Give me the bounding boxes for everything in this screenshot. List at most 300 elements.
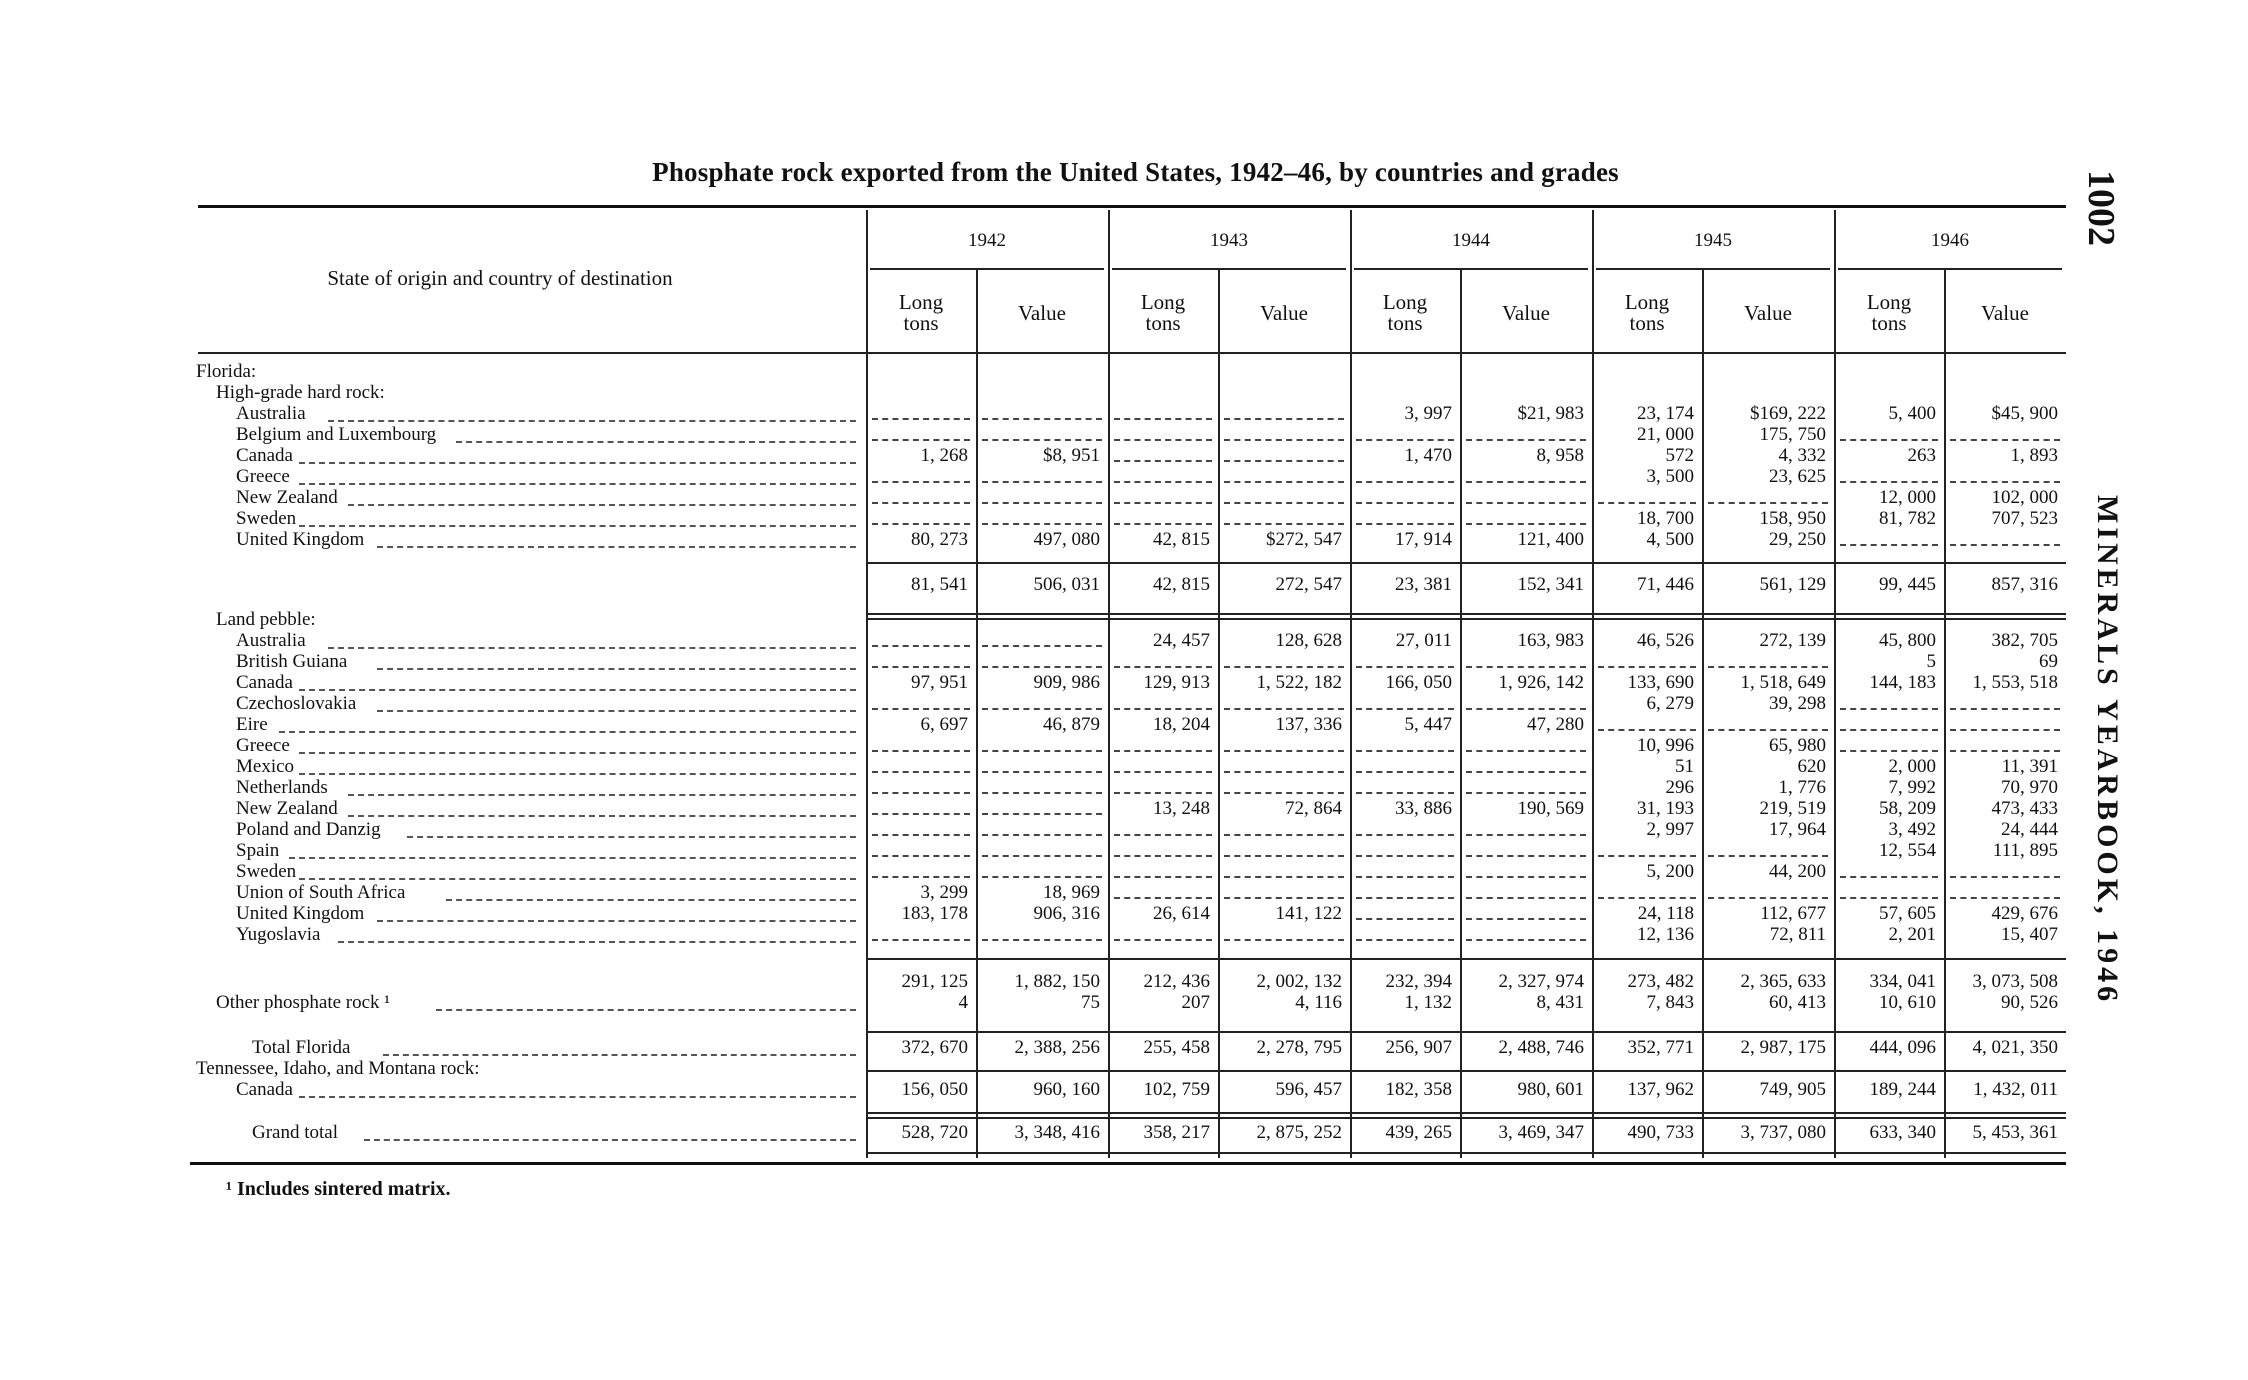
empty-cell-dashes xyxy=(1224,855,1344,857)
table-cell: 44, 200 xyxy=(1769,861,1826,882)
table-cell: 372, 670 xyxy=(901,1037,968,1058)
empty-cell-dashes xyxy=(1356,439,1454,441)
year-header: 1945 xyxy=(1694,230,1732,251)
row-label: New Zealand xyxy=(236,798,338,819)
table-cell: 33, 886 xyxy=(1395,798,1452,819)
table-cell: 8, 431 xyxy=(1536,992,1584,1013)
empty-cell-dashes xyxy=(982,708,1102,710)
table-cell: 97, 951 xyxy=(911,672,968,693)
table-cell: 909, 986 xyxy=(1033,672,1100,693)
table-cell: 1, 553, 518 xyxy=(1972,672,2058,693)
table-cell: 1, 132 xyxy=(1404,992,1452,1013)
table-cell: 24, 118 xyxy=(1637,903,1694,924)
table-cell: 81, 782 xyxy=(1879,508,1936,529)
table-cell: 72, 811 xyxy=(1769,924,1826,945)
leader-dots xyxy=(299,462,856,464)
row-label: Greece xyxy=(236,466,290,487)
year-header: 1943 xyxy=(1210,230,1248,251)
empty-cell-dashes xyxy=(1224,939,1344,941)
empty-cell-dashes xyxy=(1356,897,1454,899)
empty-cell-dashes xyxy=(1840,439,1938,441)
empty-cell-dashes xyxy=(1224,666,1344,668)
table-cell: 3, 492 xyxy=(1888,819,1936,840)
subtotal-rule xyxy=(866,1070,2066,1072)
table-cell: 232, 394 xyxy=(1385,971,1452,992)
table-cell: 8, 958 xyxy=(1536,445,1584,466)
empty-cell-dashes xyxy=(1950,439,2060,441)
empty-cell-dashes xyxy=(1114,771,1212,773)
year-header: 1944 xyxy=(1452,230,1490,251)
table-cell: 90, 526 xyxy=(2001,992,2058,1013)
row-label: Total Florida xyxy=(252,1037,351,1058)
row-label: Grand total xyxy=(252,1122,339,1143)
empty-cell-dashes xyxy=(982,813,1102,815)
empty-cell-dashes xyxy=(1466,439,1586,441)
leader-dots xyxy=(328,420,856,422)
leader-dots xyxy=(348,794,856,796)
empty-cell-dashes xyxy=(1466,502,1586,504)
table-bottom-rule xyxy=(190,1162,2066,1165)
empty-cell-dashes xyxy=(872,750,970,752)
leader-dots xyxy=(436,1009,856,1011)
table-cell: 473, 433 xyxy=(1991,798,2058,819)
table-title: Phosphate rock exported from the United States, 1942–46, by countries and grades xyxy=(652,157,1619,187)
table-cell: 3, 348, 416 xyxy=(1014,1122,1100,1143)
empty-cell-dashes xyxy=(1356,876,1454,878)
empty-cell-dashes xyxy=(1466,708,1586,710)
table-cell: 10, 610 xyxy=(1879,992,1936,1013)
empty-cell-dashes xyxy=(1224,834,1344,836)
empty-cell-dashes xyxy=(1466,750,1586,752)
empty-cell-dashes xyxy=(982,939,1102,941)
leader-dots xyxy=(456,441,856,443)
table-cell: 1, 432, 011 xyxy=(1973,1079,2058,1100)
long-tons-header xyxy=(1108,292,1218,334)
table-cell: 219, 519 xyxy=(1759,798,1826,819)
table-cell: 4, 332 xyxy=(1778,445,1826,466)
row-label: Florida: xyxy=(196,361,257,382)
empty-cell-dashes xyxy=(1950,897,2060,899)
long-tons-header xyxy=(1834,292,1944,334)
empty-cell-dashes xyxy=(1708,666,1828,668)
table-cell: 3, 997 xyxy=(1404,403,1452,424)
empty-cell-dashes xyxy=(872,813,970,815)
table-cell: 75 xyxy=(1081,992,1100,1013)
table-cell: 72, 864 xyxy=(1285,798,1342,819)
empty-cell-dashes xyxy=(982,771,1102,773)
table-cell: 207 xyxy=(1181,992,1210,1013)
empty-cell-dashes xyxy=(1114,502,1212,504)
empty-cell-dashes xyxy=(1466,792,1586,794)
table-cell: 57, 605 xyxy=(1879,903,1936,924)
long-tons-line2: tons xyxy=(1145,311,1181,335)
leader-dots xyxy=(279,731,856,733)
empty-cell-dashes xyxy=(872,708,970,710)
leader-dots xyxy=(299,689,856,691)
long-tons-line1: Long xyxy=(898,290,944,314)
empty-cell-dashes xyxy=(982,523,1102,525)
table-cell: 429, 676 xyxy=(1991,903,2058,924)
empty-cell-dashes xyxy=(1356,481,1454,483)
row-label: Belgium and Luxembourg xyxy=(236,424,437,445)
table-cell: 1, 926, 142 xyxy=(1498,672,1584,693)
empty-cell-dashes xyxy=(872,666,970,668)
table-cell: 24, 444 xyxy=(2001,819,2058,840)
empty-cell-dashes xyxy=(982,792,1102,794)
row-label: Land pebble: xyxy=(216,609,316,630)
empty-cell-dashes xyxy=(1356,771,1454,773)
long-tons-line1: Long xyxy=(1866,290,1912,314)
table-cell: 528, 720 xyxy=(901,1122,968,1143)
table-cell: 156, 050 xyxy=(901,1079,968,1100)
table-cell: 960, 160 xyxy=(1033,1079,1100,1100)
table-cell: 17, 964 xyxy=(1769,819,1826,840)
table-cell: 497, 080 xyxy=(1033,529,1100,550)
row-label: Australia xyxy=(236,630,306,651)
table-cell: 3, 500 xyxy=(1646,466,1694,487)
table-cell: 27, 011 xyxy=(1395,630,1452,651)
empty-cell-dashes xyxy=(1114,666,1212,668)
long-tons-line2: tons xyxy=(1629,311,1665,335)
empty-cell-dashes xyxy=(1356,918,1454,920)
year-header: 1942 xyxy=(968,230,1006,251)
empty-cell-dashes xyxy=(1224,708,1344,710)
empty-cell-dashes xyxy=(1708,502,1828,504)
empty-cell-dashes xyxy=(1840,544,1938,546)
leader-dots xyxy=(377,546,856,548)
table-cell: 1, 522, 182 xyxy=(1256,672,1342,693)
empty-cell-dashes xyxy=(1598,729,1696,731)
table-cell: 133, 690 xyxy=(1627,672,1694,693)
empty-cell-dashes xyxy=(1114,481,1212,483)
footnote: ¹ Includes sintered matrix. xyxy=(226,1178,451,1200)
table-cell: 2, 388, 256 xyxy=(1014,1037,1100,1058)
empty-cell-dashes xyxy=(1840,897,1938,899)
column-divider xyxy=(976,270,978,1158)
empty-cell-dashes xyxy=(1224,523,1344,525)
table-cell: 291, 125 xyxy=(901,971,968,992)
table-cell: 2, 488, 746 xyxy=(1498,1037,1584,1058)
table-cell: 129, 913 xyxy=(1143,672,1210,693)
row-label: Australia xyxy=(236,403,306,424)
row-label: Greece xyxy=(236,735,290,756)
empty-cell-dashes xyxy=(982,481,1102,483)
year-underline xyxy=(870,268,1104,270)
empty-cell-dashes xyxy=(1224,439,1344,441)
table-cell: 980, 601 xyxy=(1517,1079,1584,1100)
empty-cell-dashes xyxy=(1114,439,1212,441)
empty-cell-dashes xyxy=(1466,855,1586,857)
table-cell: 111, 895 xyxy=(1992,840,2058,861)
table-cell: 707, 523 xyxy=(1991,508,2058,529)
table-cell: 17, 914 xyxy=(1395,529,1452,550)
table-cell: 4, 116 xyxy=(1295,992,1342,1013)
empty-cell-dashes xyxy=(872,771,970,773)
table-cell: 3, 737, 080 xyxy=(1740,1122,1826,1143)
table-cell: 60, 413 xyxy=(1769,992,1826,1013)
row-label: Netherlands xyxy=(236,777,328,798)
leader-dots xyxy=(377,920,856,922)
empty-cell-dashes xyxy=(1466,918,1586,920)
table-cell: 42, 815 xyxy=(1153,574,1210,595)
row-label: High-grade hard rock: xyxy=(216,382,385,403)
empty-cell-dashes xyxy=(872,876,970,878)
empty-cell-dashes xyxy=(1224,750,1344,752)
row-label: Canada xyxy=(236,1079,293,1100)
long-tons-line2: tons xyxy=(903,311,939,335)
empty-cell-dashes xyxy=(1840,729,1938,731)
table-cell: 212, 436 xyxy=(1143,971,1210,992)
empty-cell-dashes xyxy=(982,750,1102,752)
long-tons-header xyxy=(1350,292,1460,334)
table-cell: 382, 705 xyxy=(1991,630,2058,651)
leader-dots xyxy=(383,1054,856,1056)
empty-cell-dashes xyxy=(1708,729,1828,731)
empty-cell-dashes xyxy=(1598,502,1696,504)
table-cell: 2, 997 xyxy=(1646,819,1694,840)
table-cell: 166, 050 xyxy=(1385,672,1452,693)
table-cell: 572 xyxy=(1665,445,1694,466)
table-cell: 1, 470 xyxy=(1404,445,1452,466)
table-cell: 749, 905 xyxy=(1759,1079,1826,1100)
row-label: Canada xyxy=(236,672,293,693)
year-header: 1946 xyxy=(1931,230,1969,251)
empty-cell-dashes xyxy=(872,481,970,483)
leader-dots xyxy=(299,773,856,775)
long-tons-line2: tons xyxy=(1387,311,1423,335)
table-cell: 71, 446 xyxy=(1637,574,1694,595)
table-cell: 444, 096 xyxy=(1869,1037,1936,1058)
table-cell: 296 xyxy=(1665,777,1694,798)
table-cell: 5, 453, 361 xyxy=(1972,1122,2058,1143)
row-label: British Guiana xyxy=(236,651,348,672)
table-cell: 12, 000 xyxy=(1879,487,1936,508)
empty-cell-dashes xyxy=(1114,523,1212,525)
long-tons-line1: Long xyxy=(1624,290,1670,314)
leader-dots xyxy=(299,1096,856,1098)
table-cell: 29, 250 xyxy=(1769,529,1826,550)
table-cell: 137, 962 xyxy=(1627,1079,1694,1100)
table-cell: 439, 265 xyxy=(1385,1122,1452,1143)
table-cell: 46, 526 xyxy=(1637,630,1694,651)
table-cell: 45, 800 xyxy=(1879,630,1936,651)
empty-cell-dashes xyxy=(1950,729,2060,731)
empty-cell-dashes xyxy=(872,523,970,525)
empty-cell-dashes xyxy=(1840,708,1938,710)
table-cell: 112, 677 xyxy=(1760,903,1826,924)
leader-dots xyxy=(364,1139,856,1141)
leader-dots xyxy=(338,941,856,943)
empty-cell-dashes xyxy=(1708,855,1828,857)
table-cell: 263 xyxy=(1907,445,1936,466)
table-cell: 18, 204 xyxy=(1153,714,1210,735)
table-cell: 596, 457 xyxy=(1275,1079,1342,1100)
table-cell: 10, 996 xyxy=(1637,735,1694,756)
table-cell: 1, 518, 649 xyxy=(1740,672,1826,693)
table-cell: 121, 400 xyxy=(1517,529,1584,550)
empty-cell-dashes xyxy=(1356,708,1454,710)
long-tons-header xyxy=(1592,292,1702,334)
table-cell: 3, 469, 347 xyxy=(1498,1122,1584,1143)
empty-cell-dashes xyxy=(1356,855,1454,857)
table-cell: 46, 879 xyxy=(1043,714,1100,735)
empty-cell-dashes xyxy=(1950,481,2060,483)
empty-cell-dashes xyxy=(982,876,1102,878)
table-cell: 81, 541 xyxy=(911,574,968,595)
empty-cell-dashes xyxy=(1466,771,1586,773)
table-cell: 256, 907 xyxy=(1385,1037,1452,1058)
leader-dots xyxy=(299,752,856,754)
empty-cell-dashes xyxy=(1466,897,1586,899)
empty-cell-dashes xyxy=(1224,771,1344,773)
subtotal-rule xyxy=(866,958,2066,960)
table-cell: 190, 569 xyxy=(1517,798,1584,819)
table-cell: 2, 278, 795 xyxy=(1256,1037,1342,1058)
value-header: Value xyxy=(1502,301,1550,325)
empty-cell-dashes xyxy=(1840,876,1938,878)
leader-dots xyxy=(446,899,856,901)
empty-cell-dashes xyxy=(1840,750,1938,752)
table-cell: 137, 336 xyxy=(1275,714,1342,735)
long-tons-header xyxy=(866,292,976,334)
subtotal-rule xyxy=(866,613,2066,615)
empty-cell-dashes xyxy=(1950,750,2060,752)
leader-dots xyxy=(299,483,856,485)
table-cell: 23, 174 xyxy=(1637,403,1694,424)
table-cell: 152, 341 xyxy=(1517,574,1584,595)
empty-cell-dashes xyxy=(1224,502,1344,504)
year-underline xyxy=(1112,268,1346,270)
table-cell: 163, 983 xyxy=(1517,630,1584,651)
empty-cell-dashes xyxy=(1114,834,1212,836)
empty-cell-dashes xyxy=(1356,792,1454,794)
table-cell: 255, 458 xyxy=(1143,1037,1210,1058)
table-cell: 6, 279 xyxy=(1646,693,1694,714)
table-cell: 158, 950 xyxy=(1759,508,1826,529)
table-cell: 2, 000 xyxy=(1888,756,1936,777)
table-cell: 2, 875, 252 xyxy=(1256,1122,1342,1143)
table-cell: 4, 021, 350 xyxy=(1972,1037,2058,1058)
table-cell: 352, 771 xyxy=(1627,1037,1694,1058)
table-cell: 21, 000 xyxy=(1637,424,1694,445)
row-label: Sweden xyxy=(236,861,297,882)
table-cell: 2, 327, 974 xyxy=(1498,971,1584,992)
empty-cell-dashes xyxy=(872,418,970,420)
empty-cell-dashes xyxy=(872,792,970,794)
row-label: Poland and Danzig xyxy=(236,819,381,840)
table-cell: 358, 217 xyxy=(1143,1122,1210,1143)
leader-dots xyxy=(348,504,856,506)
empty-cell-dashes xyxy=(1114,939,1212,941)
long-tons-line2: tons xyxy=(1871,311,1907,335)
table-cell: 144, 183 xyxy=(1869,672,1936,693)
table-cell: $169, 222 xyxy=(1750,403,1826,424)
empty-cell-dashes xyxy=(1356,523,1454,525)
table-cell: 18, 700 xyxy=(1637,508,1694,529)
table-cell: 1, 776 xyxy=(1778,777,1826,798)
empty-cell-dashes xyxy=(982,645,1102,647)
empty-cell-dashes xyxy=(872,439,970,441)
empty-cell-dashes xyxy=(1466,666,1586,668)
table-cell: 42, 815 xyxy=(1153,529,1210,550)
table-cell: 2, 002, 132 xyxy=(1256,971,1342,992)
empty-cell-dashes xyxy=(872,855,970,857)
empty-cell-dashes xyxy=(1114,792,1212,794)
table-cell: 11, 391 xyxy=(2001,756,2058,777)
running-head: MINERALS YEARBOOK, 1946 xyxy=(2091,495,2124,1006)
empty-cell-dashes xyxy=(982,666,1102,668)
empty-cell-dashes xyxy=(872,645,970,647)
empty-cell-dashes xyxy=(1356,750,1454,752)
subtotal-rule xyxy=(866,562,2066,564)
table-cell: 4 xyxy=(958,992,968,1013)
table-cell: 5, 400 xyxy=(1888,403,1936,424)
empty-cell-dashes xyxy=(1224,897,1344,899)
row-label: Spain xyxy=(236,840,280,861)
table-cell: 39, 298 xyxy=(1769,693,1826,714)
table-cell: $272, 547 xyxy=(1266,529,1342,550)
row-label: Eire xyxy=(236,714,268,735)
empty-cell-dashes xyxy=(982,834,1102,836)
long-tons-line1: Long xyxy=(1382,290,1428,314)
leader-dots xyxy=(348,815,856,817)
table-cell: 620 xyxy=(1797,756,1826,777)
year-underline xyxy=(1596,268,1830,270)
empty-cell-dashes xyxy=(1114,897,1212,899)
empty-cell-dashes xyxy=(1356,939,1454,941)
page-number: 1002 xyxy=(2080,170,2122,246)
empty-cell-dashes xyxy=(982,502,1102,504)
table-cell: 5, 447 xyxy=(1404,714,1452,735)
table-cell: $45, 900 xyxy=(1991,403,2058,424)
empty-cell-dashes xyxy=(1466,481,1586,483)
table-cell: 272, 139 xyxy=(1759,630,1826,651)
table-cell: 906, 316 xyxy=(1033,903,1100,924)
table-cell: 3, 073, 508 xyxy=(1972,971,2058,992)
empty-cell-dashes xyxy=(1356,502,1454,504)
empty-cell-dashes xyxy=(1466,876,1586,878)
table-cell: 24, 457 xyxy=(1153,630,1210,651)
leader-dots xyxy=(328,647,856,649)
empty-cell-dashes xyxy=(1356,666,1454,668)
table-cell: 31, 193 xyxy=(1637,798,1694,819)
table-cell: 47, 280 xyxy=(1527,714,1584,735)
empty-cell-dashes xyxy=(1224,481,1344,483)
table-cell: 102, 000 xyxy=(1991,487,2058,508)
table-cell: 5 xyxy=(1926,651,1936,672)
table-cell: 51 xyxy=(1675,756,1694,777)
subtotal-rule xyxy=(866,1031,2066,1033)
table-cell: 12, 136 xyxy=(1637,924,1694,945)
table-cell: 506, 031 xyxy=(1033,574,1100,595)
table-cell: 272, 547 xyxy=(1275,574,1342,595)
row-label: Mexico xyxy=(236,756,295,777)
table-cell: 12, 554 xyxy=(1879,840,1936,861)
table-cell: 189, 244 xyxy=(1869,1079,1936,1100)
table-cell: 490, 733 xyxy=(1627,1122,1694,1143)
empty-cell-dashes xyxy=(872,939,970,941)
value-header: Value xyxy=(1260,301,1308,325)
leader-dots xyxy=(299,878,856,880)
empty-cell-dashes xyxy=(872,502,970,504)
row-label: United Kingdom xyxy=(236,529,365,550)
table-cell: 2, 201 xyxy=(1888,924,1936,945)
table-cell: 4, 500 xyxy=(1646,529,1694,550)
subtotal-rule xyxy=(866,1112,2066,1114)
table-cell: 13, 248 xyxy=(1153,798,1210,819)
row-label: Other phosphate rock ¹ xyxy=(216,992,391,1013)
stub-header: State of origin and country of destination xyxy=(327,266,673,290)
